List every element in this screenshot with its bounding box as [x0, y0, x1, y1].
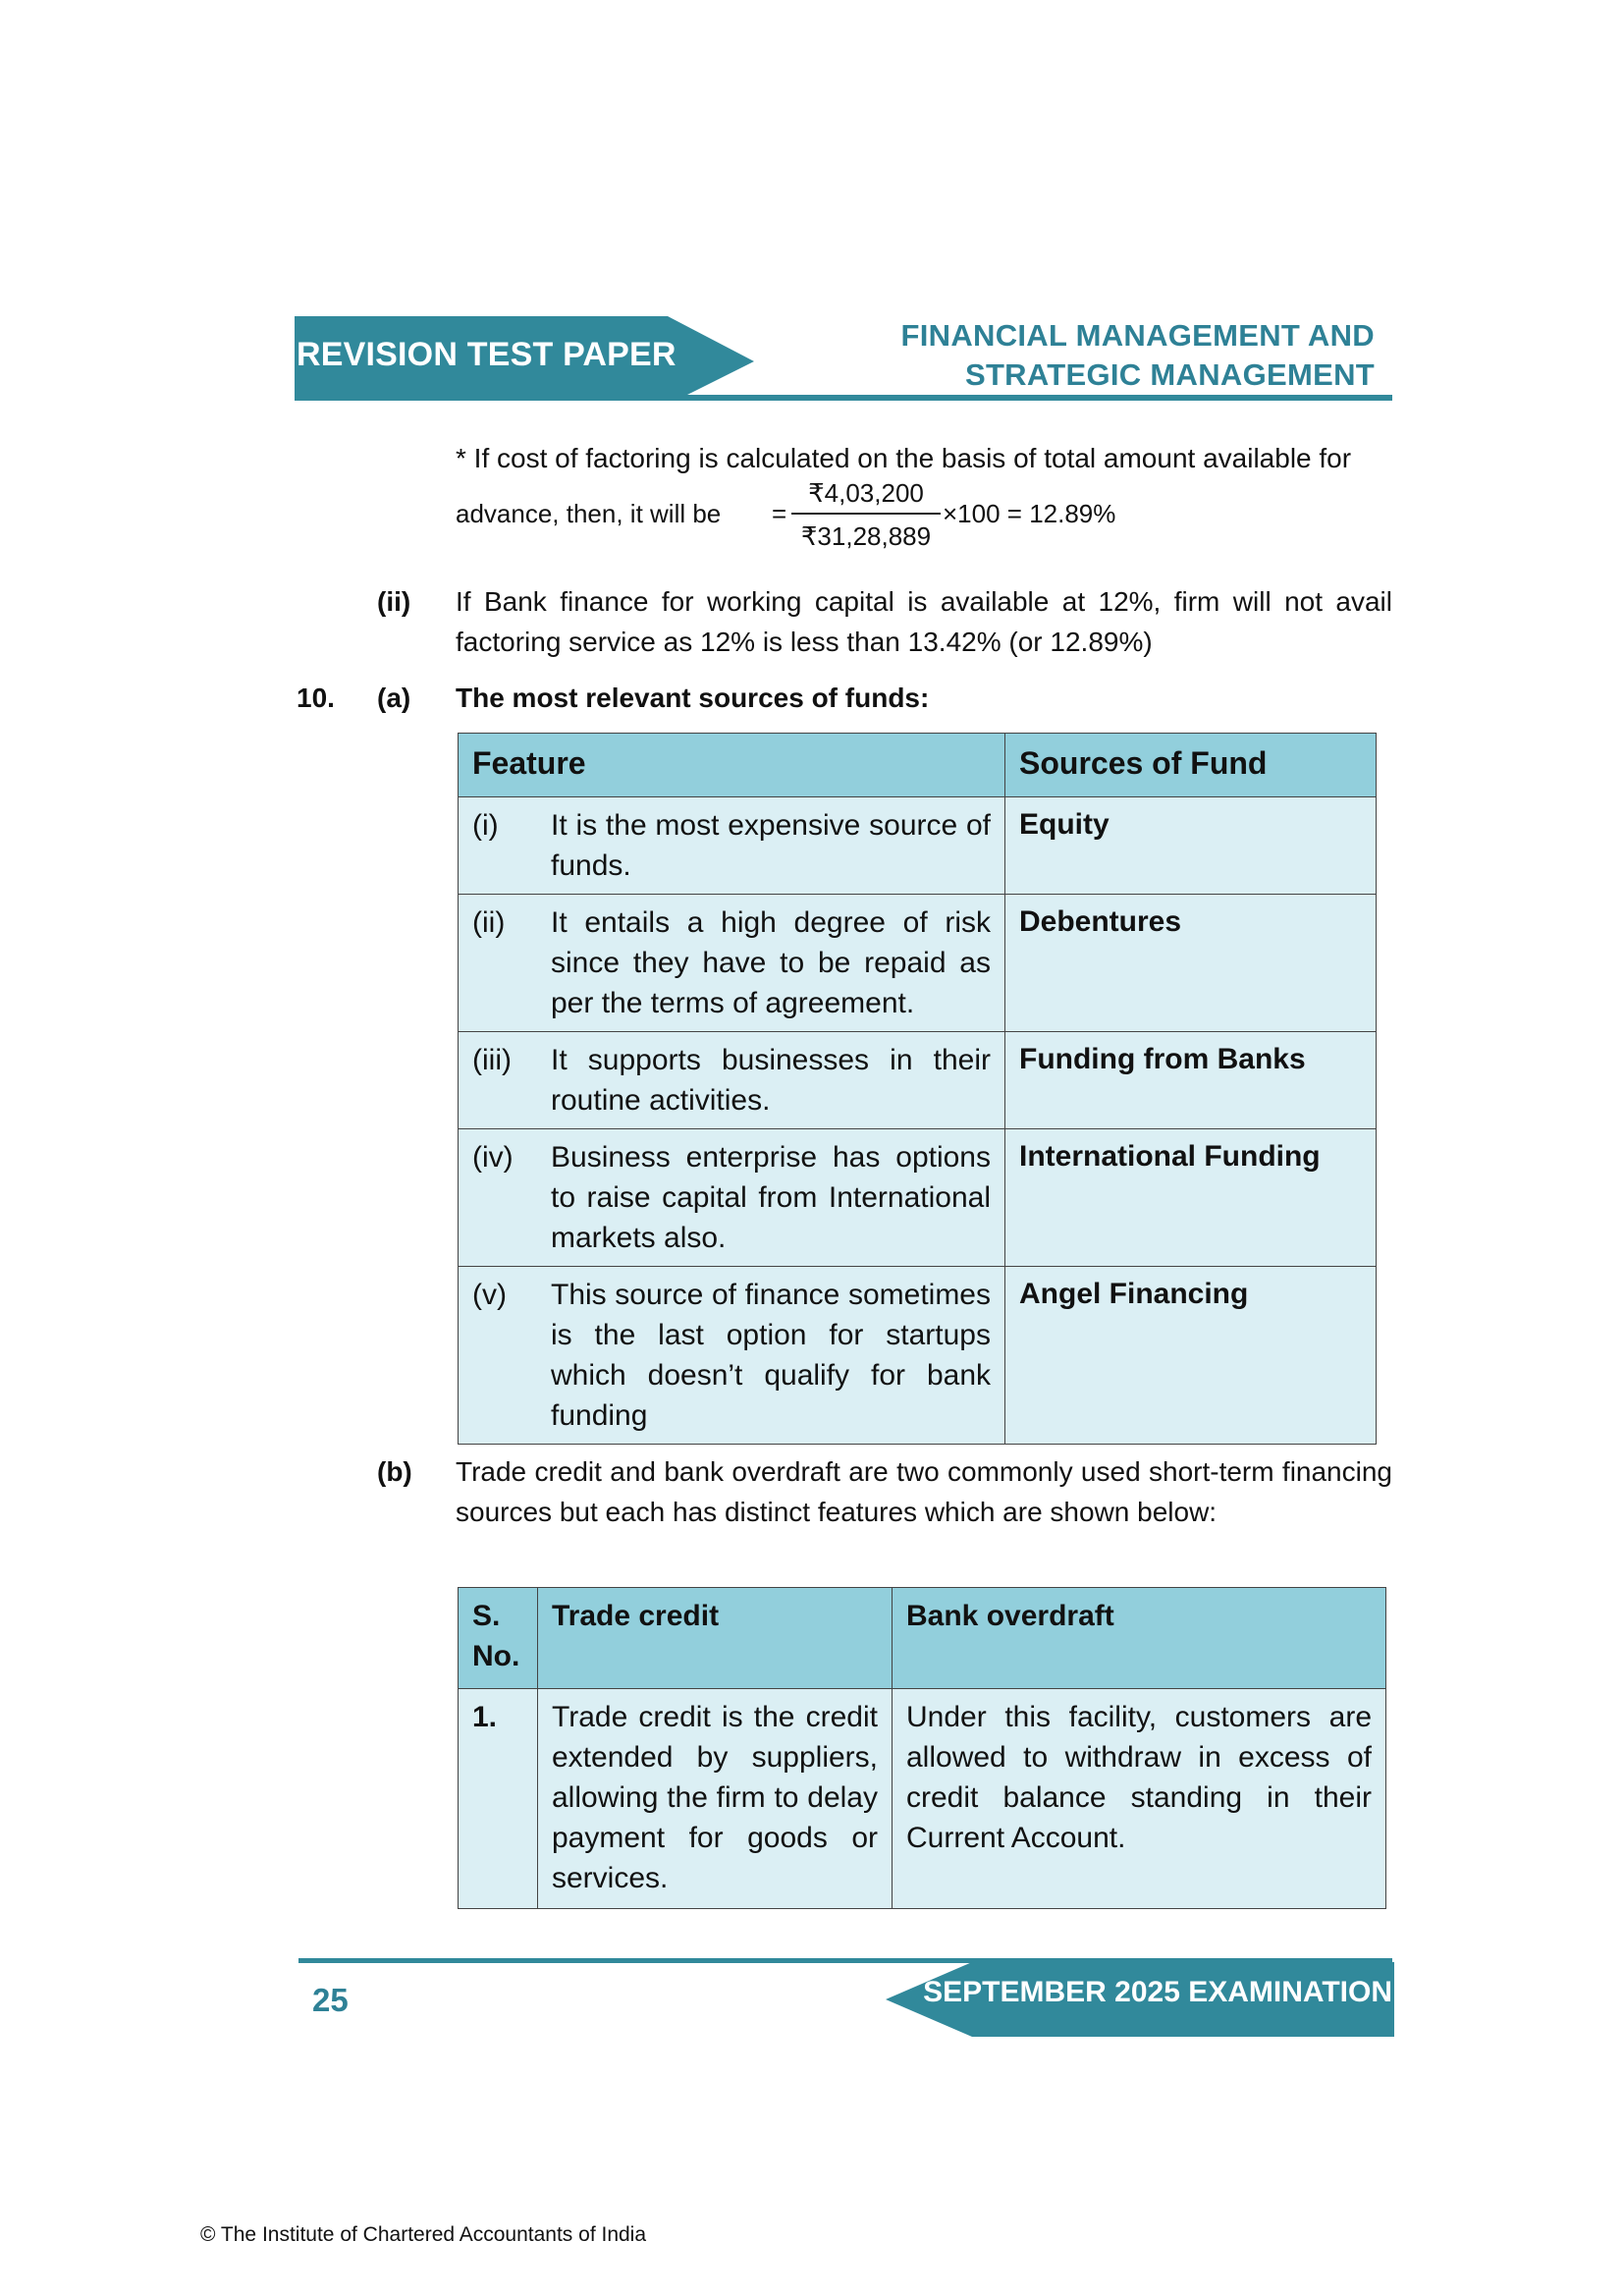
- question-number: 10.: [297, 683, 335, 713]
- table-row: [459, 1267, 1377, 1445]
- header-right-line2: STRATEGIC MANAGEMENT: [964, 357, 1375, 392]
- column-header-sources: Sources of Fund: [1005, 734, 1377, 797]
- feature-cell: [459, 1267, 1005, 1445]
- column-header-sno: S. No.: [459, 1588, 538, 1689]
- bank-overdraft-cell: Under this facility, customers are allowed to withdraw in excess of credit balance standing in their Current Account.: [893, 1689, 1386, 1909]
- sources-of-funds-table: [458, 733, 1377, 1445]
- table-row: [459, 1129, 1377, 1267]
- column-header-feature: Feature: [459, 734, 1005, 797]
- formula-result: ×100 = 12.89%: [943, 499, 1116, 528]
- formula-numerator: ₹4,03,200: [808, 478, 924, 508]
- header-rule: [295, 395, 1392, 401]
- formula-denominator: ₹31,28,889: [800, 521, 932, 551]
- header-right-title: [900, 316, 1375, 395]
- fraction-bar: [791, 513, 941, 515]
- feature-cell: [459, 1032, 1005, 1129]
- feature-text: Business enterprise has options to raise capital from International markets also.: [551, 1141, 991, 1254]
- feature-text: This source of finance sometimes is the last option for startups which doesn’t qualify for bank funding: [551, 1279, 991, 1432]
- header-left-title: REVISION TEST PAPER: [297, 336, 677, 373]
- sno-cell: 1.: [459, 1689, 538, 1909]
- row-number: (v): [472, 1279, 507, 1311]
- part-a-label: (a): [377, 683, 411, 713]
- trade-credit-cell: Trade credit is the credit extended by suppliers, allowing the firm to delay payment for goods or services.: [538, 1689, 893, 1909]
- formula-equals: =: [772, 499, 787, 528]
- part-b-label: (b): [377, 1456, 412, 1487]
- feature-text: It is the most expensive source of funds.: [551, 809, 991, 882]
- factoring-note-line2: advance, then, it will be: [456, 499, 722, 528]
- feature-text: It supports businesses in their routine activities.: [551, 1044, 991, 1117]
- source-cell: Funding from Banks: [1005, 1032, 1377, 1129]
- table-row: [459, 1689, 1386, 1909]
- table-row: [459, 895, 1377, 1032]
- part-ii-label: (ii): [377, 586, 411, 617]
- page-number: 25: [312, 1982, 349, 2018]
- part-a-heading: The most relevant sources of funds:: [456, 683, 930, 713]
- feature-cell: [459, 895, 1005, 1032]
- part-ii-text: If Bank finance for working capital is available at 12%, firm will not avail factoring service as 12% is less than 13.42% (or 12.89%): [456, 586, 1392, 657]
- row-number: (i): [472, 809, 499, 842]
- row-number: (ii): [472, 906, 506, 939]
- source-cell: Angel Financing: [1005, 1267, 1377, 1445]
- source-cell: International Funding: [1005, 1129, 1377, 1267]
- column-header-trade-credit: Trade credit: [538, 1588, 893, 1689]
- footer-exam-label: SEPTEMBER 2025 EXAMINATION: [923, 1976, 1392, 2008]
- table-row: [459, 1032, 1377, 1129]
- row-number: (iii): [472, 1044, 512, 1076]
- column-header-bank-overdraft: Bank overdraft: [893, 1588, 1386, 1689]
- feature-cell: [459, 1129, 1005, 1267]
- formula-fraction: [791, 475, 941, 554]
- row-number: (iv): [472, 1141, 514, 1174]
- part-b-text: Trade credit and bank overdraft are two commonly used short-term financing sources but each has distinct features which are shown below:: [456, 1456, 1392, 1527]
- table-row: [459, 797, 1377, 895]
- copyright-notice: © The Institute of Chartered Accountants of India: [200, 2223, 647, 2246]
- feature-text: It entails a high degree of risk since they have to be repaid as per the terms of agreement.: [551, 906, 991, 1019]
- source-cell: Debentures: [1005, 895, 1377, 1032]
- factoring-note: * If cost of factoring is calculated on the basis of total amount available for: [456, 443, 1352, 473]
- feature-cell: [459, 797, 1005, 895]
- trade-credit-vs-overdraft-table: [458, 1587, 1386, 1909]
- source-cell: Equity: [1005, 797, 1377, 895]
- header-right-line1: FINANCIAL MANAGEMENT AND: [900, 318, 1375, 353]
